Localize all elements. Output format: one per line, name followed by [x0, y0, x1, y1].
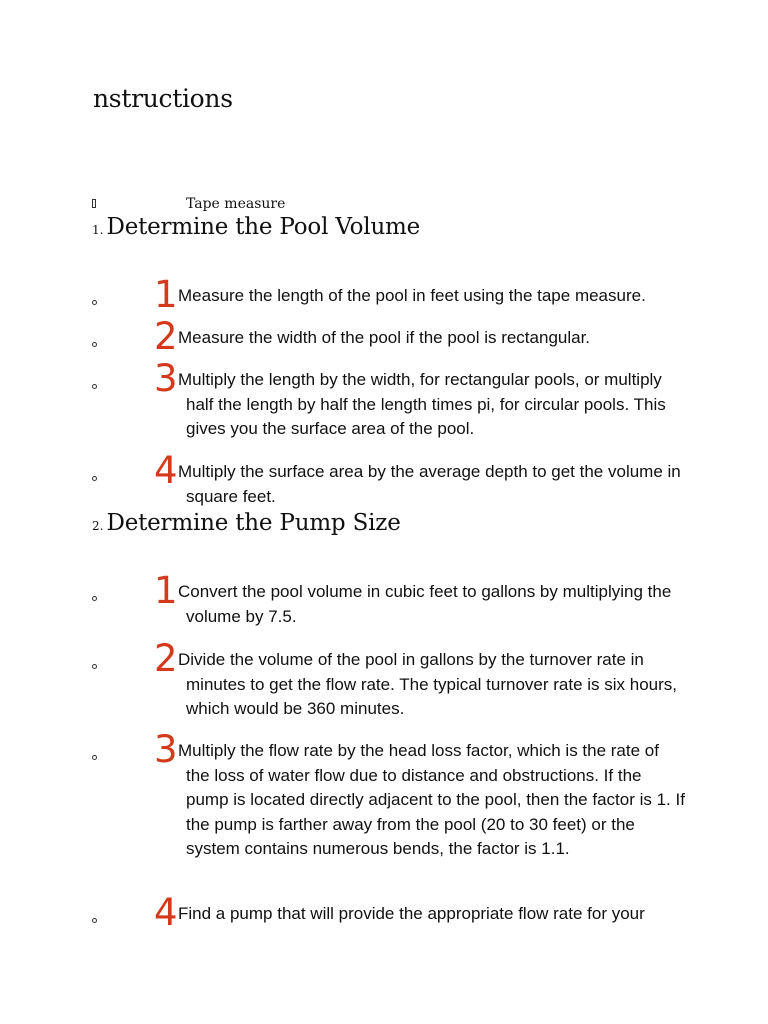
section-number: 1.	[92, 223, 104, 237]
tool-label: Tape measure	[186, 196, 286, 212]
step-text: Divide the volume of the pool in gallons by the turnover rate in minutes to get the flow rate. The typical turnover rate is six hours, which would be 360 minutes.	[178, 650, 678, 718]
step-number: 1	[154, 273, 178, 316]
section-title: Determine the Pump Size	[106, 510, 401, 536]
step-text: Multiply the surface area by the average depth to get the volume in square feet.	[178, 462, 681, 506]
circle-bullet-icon	[92, 300, 97, 305]
circle-bullet-icon	[92, 664, 97, 669]
section-heading-pump-size	[92, 510, 401, 536]
step-number: 4	[154, 891, 178, 934]
step-text: Find a pump that will provide the appropriate flow rate for your	[178, 904, 645, 923]
step-text: Measure the length of the pool in feet using the tape measure.	[178, 286, 646, 305]
step-text: Multiply the flow rate by the head loss factor, which is the rate of the loss of water flow due to distance and obstructions. If the pump is located directly adjacent to the pool, then the factor is 1. If the pump is farther away from the pool (20 to 30 feet) or the system contains numerous bends, the factor is 1.1.	[178, 741, 685, 858]
step-text: Multiply the length by the width, for rectangular pools, or multiply half the length by half the length times pi, for circular pools. This gives you the surface area of the pool.	[178, 370, 666, 438]
step-number: 2	[154, 315, 178, 358]
step-text: Measure the width of the pool if the pool is rectangular.	[178, 328, 591, 347]
circle-bullet-icon	[92, 342, 97, 347]
circle-bullet-icon	[92, 384, 97, 389]
circle-bullet-icon	[92, 476, 97, 481]
step-number: 3	[154, 728, 178, 771]
step-text: Convert the pool volume in cubic feet to gallons by multiplying the volume by 7.5.	[178, 582, 672, 626]
step-number: 4	[154, 449, 178, 492]
section-number: 2.	[92, 519, 104, 533]
circle-bullet-icon	[92, 755, 97, 760]
section-title: Determine the Pool Volume	[106, 214, 421, 240]
page-title: nstructions	[93, 84, 233, 113]
section-heading-pool-volume	[92, 214, 420, 240]
circle-bullet-icon	[92, 918, 97, 923]
step-number: 2	[154, 637, 178, 680]
missing-glyph-bullet-icon	[92, 199, 96, 208]
step-number: 3	[154, 357, 178, 400]
circle-bullet-icon	[92, 596, 97, 601]
step-number: 1	[154, 569, 178, 612]
